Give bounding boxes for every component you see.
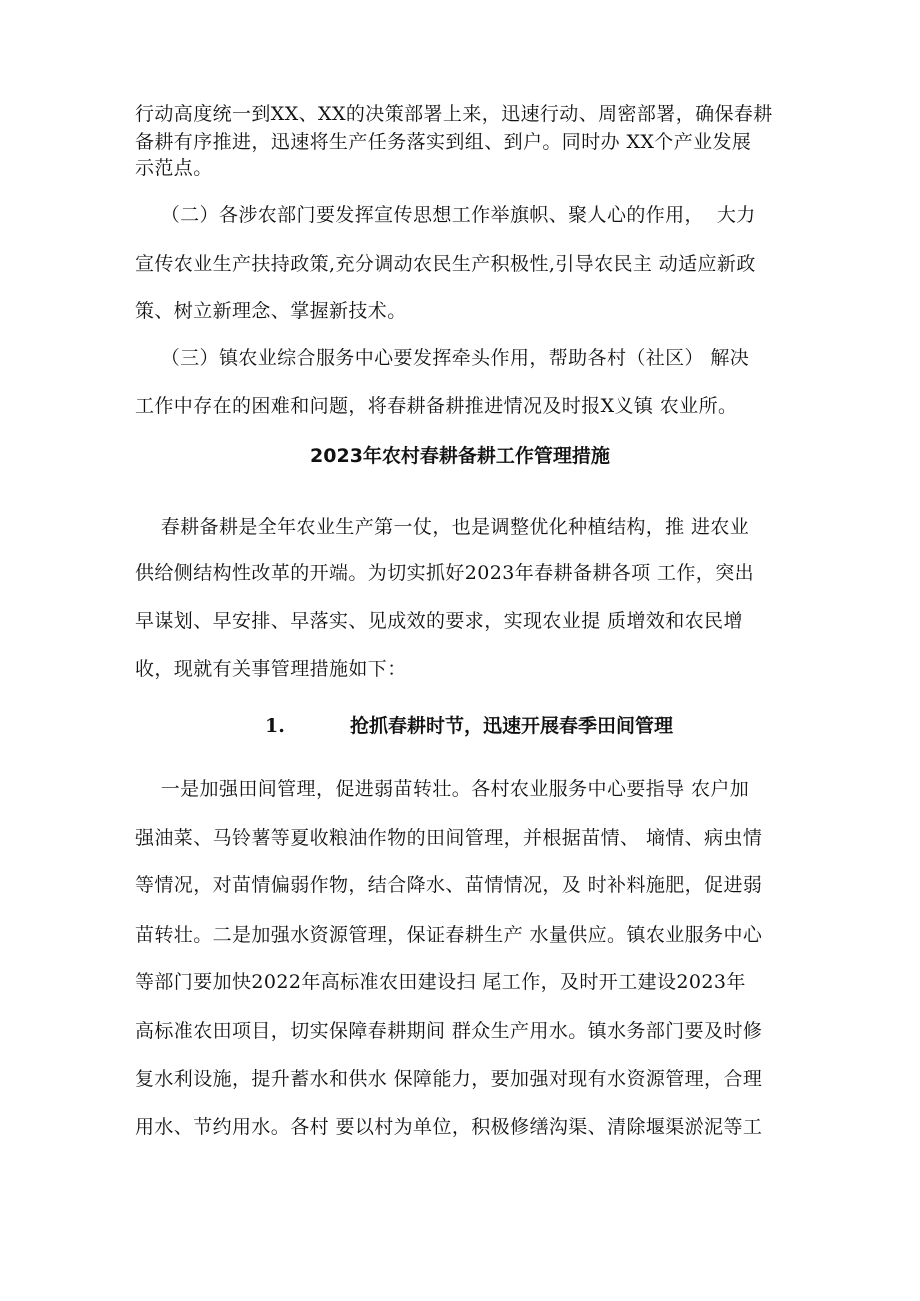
text-line: 高标准农田项目，切实保障春耕期间 群众生产用水。镇水务部门要及时修	[135, 1020, 763, 1042]
text-line: （二）各涉农部门要发挥宣传思想工作举旗帜、聚人心的作用， 大力	[135, 204, 756, 226]
text-line: 等部门要加快2022年高标准农田建设扫 尾工作，及时开工建设2023年	[135, 971, 746, 993]
text-line: 备耕有序推进，迅速将生产任务落实到组、到户。同时办 XX个产业发展	[135, 131, 752, 153]
text-line: 春耕备耕是全年农业生产第一仗，也是调整优化种植结构，推 进农业	[135, 516, 750, 538]
text-line: 示范点。	[135, 157, 213, 179]
text-line: 苗转壮。二是加强水资源管理，保证春耕生产 水量供应。镇农业服务中心	[135, 924, 763, 946]
text-line: 工作中存在的困难和问题，将春耕备耕推进情况及时报X义镇 农业所。	[135, 395, 738, 417]
text-line: 收，现就有关事管理措施如下：	[135, 658, 407, 680]
section-number: 1.	[265, 715, 285, 737]
text-line: 强油菜、马铃薯等夏收粮油作物的田间管理，并根据苗情、 墒情、病虫情	[135, 827, 763, 849]
text-line: 供给侧结构性改革的开端。为切实抓好2023年春耕备耕各项 工作，突出	[135, 562, 754, 584]
text-line: 用水、节约用水。各村 要以村为单位，积极修缮沟渠、清除堰渠淤泥等工	[135, 1116, 763, 1138]
text-line: 宣传农业生产扶持政策,充分调动农民生产积极性,引导农民主 动适应新政	[135, 253, 756, 275]
text-line: 早谋划、早安排、早落实、见成效的要求，实现农业提 质增效和农民增	[135, 610, 743, 632]
text-line: 一是加强田间管理，促进弱苗转壮。各村农业服务中心要指导 农户加	[135, 778, 750, 800]
document-title: 2023年农村春耕备耕工作管理措施	[310, 445, 610, 467]
text-line: 复水利设施，提升蓄水和供水 保障能力，要加强对现有水资源管理，合理	[135, 1068, 763, 1090]
section-title: 抢抓春耕时节，迅速开展春季田间管理	[350, 715, 674, 737]
text-line: 等情况，对苗情偏弱作物，结合降水、苗情情况，及 时补料施肥，促进弱	[135, 874, 763, 896]
text-line: 行动高度统一到XX、XX的决策部署上来，迅速行动、周密部署，确保春耕	[135, 103, 773, 125]
text-line: 策、树立新理念、掌握新技术。	[135, 300, 407, 322]
text-line: （三）镇农业综合服务中心要发挥牵头作用，帮助各村（社区） 解决	[135, 347, 750, 369]
